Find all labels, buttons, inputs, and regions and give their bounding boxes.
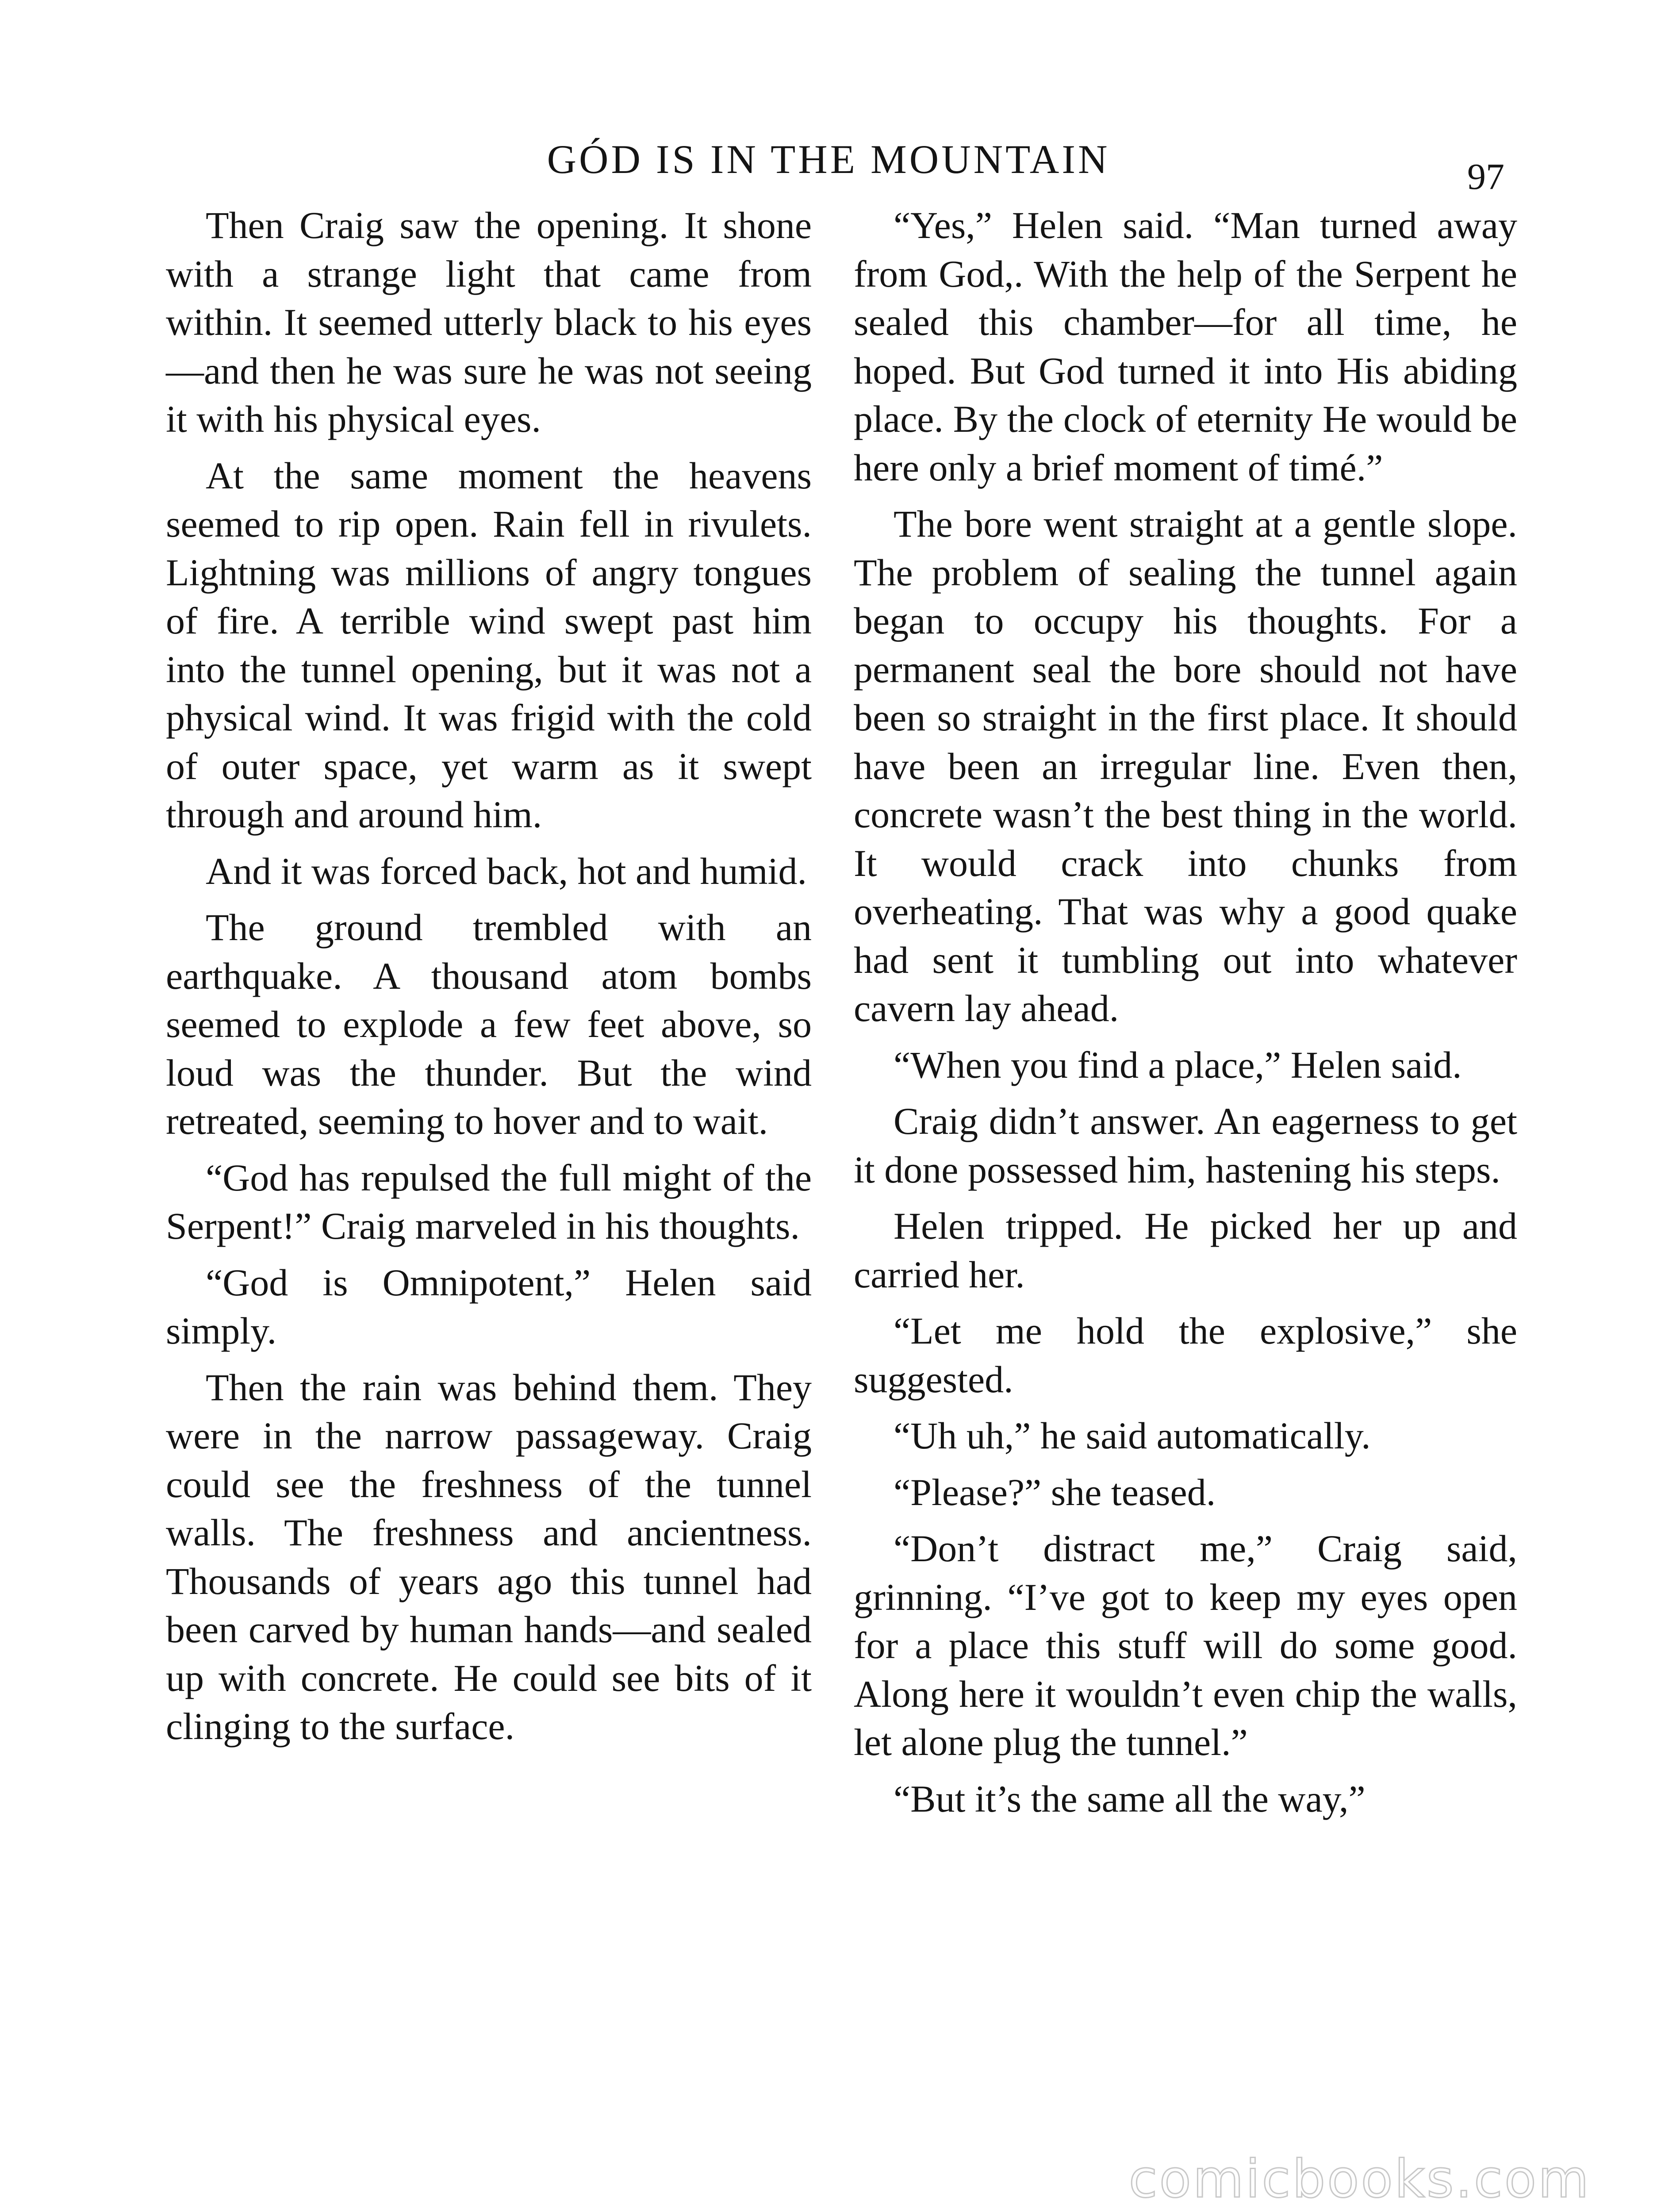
paragraph: “Please?” she teased.	[894, 1471, 1216, 1513]
page-number: 97	[1467, 156, 1504, 197]
paragraph: “Uh uh,” he said automatically.	[894, 1414, 1371, 1457]
paragraph: Helen tripped. He picked her up and carried her.	[854, 1205, 1517, 1296]
paragraph: “But it’s the same all the way,”	[894, 1777, 1365, 1820]
running-title: GÓD IS IN THE MOUNTAIN	[547, 137, 1110, 182]
paragraph: And it was forced back, hot and humid.	[206, 849, 807, 892]
paragraph: “God is Omnipotent,” Helen said simply.	[166, 1261, 812, 1352]
right-column	[854, 201, 1517, 1823]
paragraph: “When you find a place,” Helen said.	[894, 1043, 1462, 1086]
paragraph: The ground trembled with an earthquake. A thousand atom bombs seemed to explode a few feet above, so loud was the thunder. But the wind retreated, seeming to hover and to wait.	[166, 906, 812, 1142]
paragraph: The bore went straight at a gentle slope. The problem of sealing the tunnel again began to occupy his thoughts. For a permanent seal the bore should not have been so straight in the first place. It should have been an irregular line. Even then, concrete wasn’t the best thing in the world. It would crack into chunks from overheating. That was why a good quake had sent it tumbling out into whatever cavern lay ahead.	[854, 503, 1517, 1029]
paragraph: Then Craig saw the opening. It shone with a strange light that came from within. It seemed utterly black to his eyes—and then he was sure he was not seeing it with his physical eyes.	[166, 204, 812, 440]
paragraph: “God has repulsed the full might of the Serpent!” Craig marveled in his thoughts.	[166, 1156, 812, 1247]
left-column	[166, 201, 812, 1751]
page-header	[0, 133, 1657, 195]
paragraph: Craig didn’t answer. An eagerness to get it done possessed him, hastening his steps.	[854, 1100, 1517, 1191]
paragraph: Then the rain was behind them. They were in the narrow passageway. Craig could see the freshness of the tunnel walls. The freshness and ancientness. Thousands of years ago this tunnel had been carved by human hands—and sealed up with concrete. He could see bits of it clinging to the surface.	[166, 1366, 812, 1747]
paragraph: At the same moment the heavens seemed to rip open. Rain fell in rivulets. Lightning was millions of angry tongues of fire. A terrible wind swept past him into the tunnel opening, but it was not a physical wind. It was frigid with the cold of outer space, yet warm as it swept through and around him.	[166, 454, 812, 836]
paragraph: “Yes,” Helen said. “Man turned away from God,. With the help of the Serpent he sealed this chamber—for all time, he hoped. But God turned it into His abiding place. By the clock of eternity He would be here only a brief moment of timé.”	[854, 204, 1517, 489]
paragraph: “Don’t distract me,” Craig said, grinning. “I’ve got to keep my eyes open for a place this stuff will do some good. Along here it wouldn’t even chip the walls, let alone plug the tunnel.”	[854, 1527, 1517, 1763]
paragraph: “Let me hold the explosive,” she suggested.	[854, 1310, 1517, 1401]
watermark: comicbooks.com	[1128, 2148, 1591, 2209]
